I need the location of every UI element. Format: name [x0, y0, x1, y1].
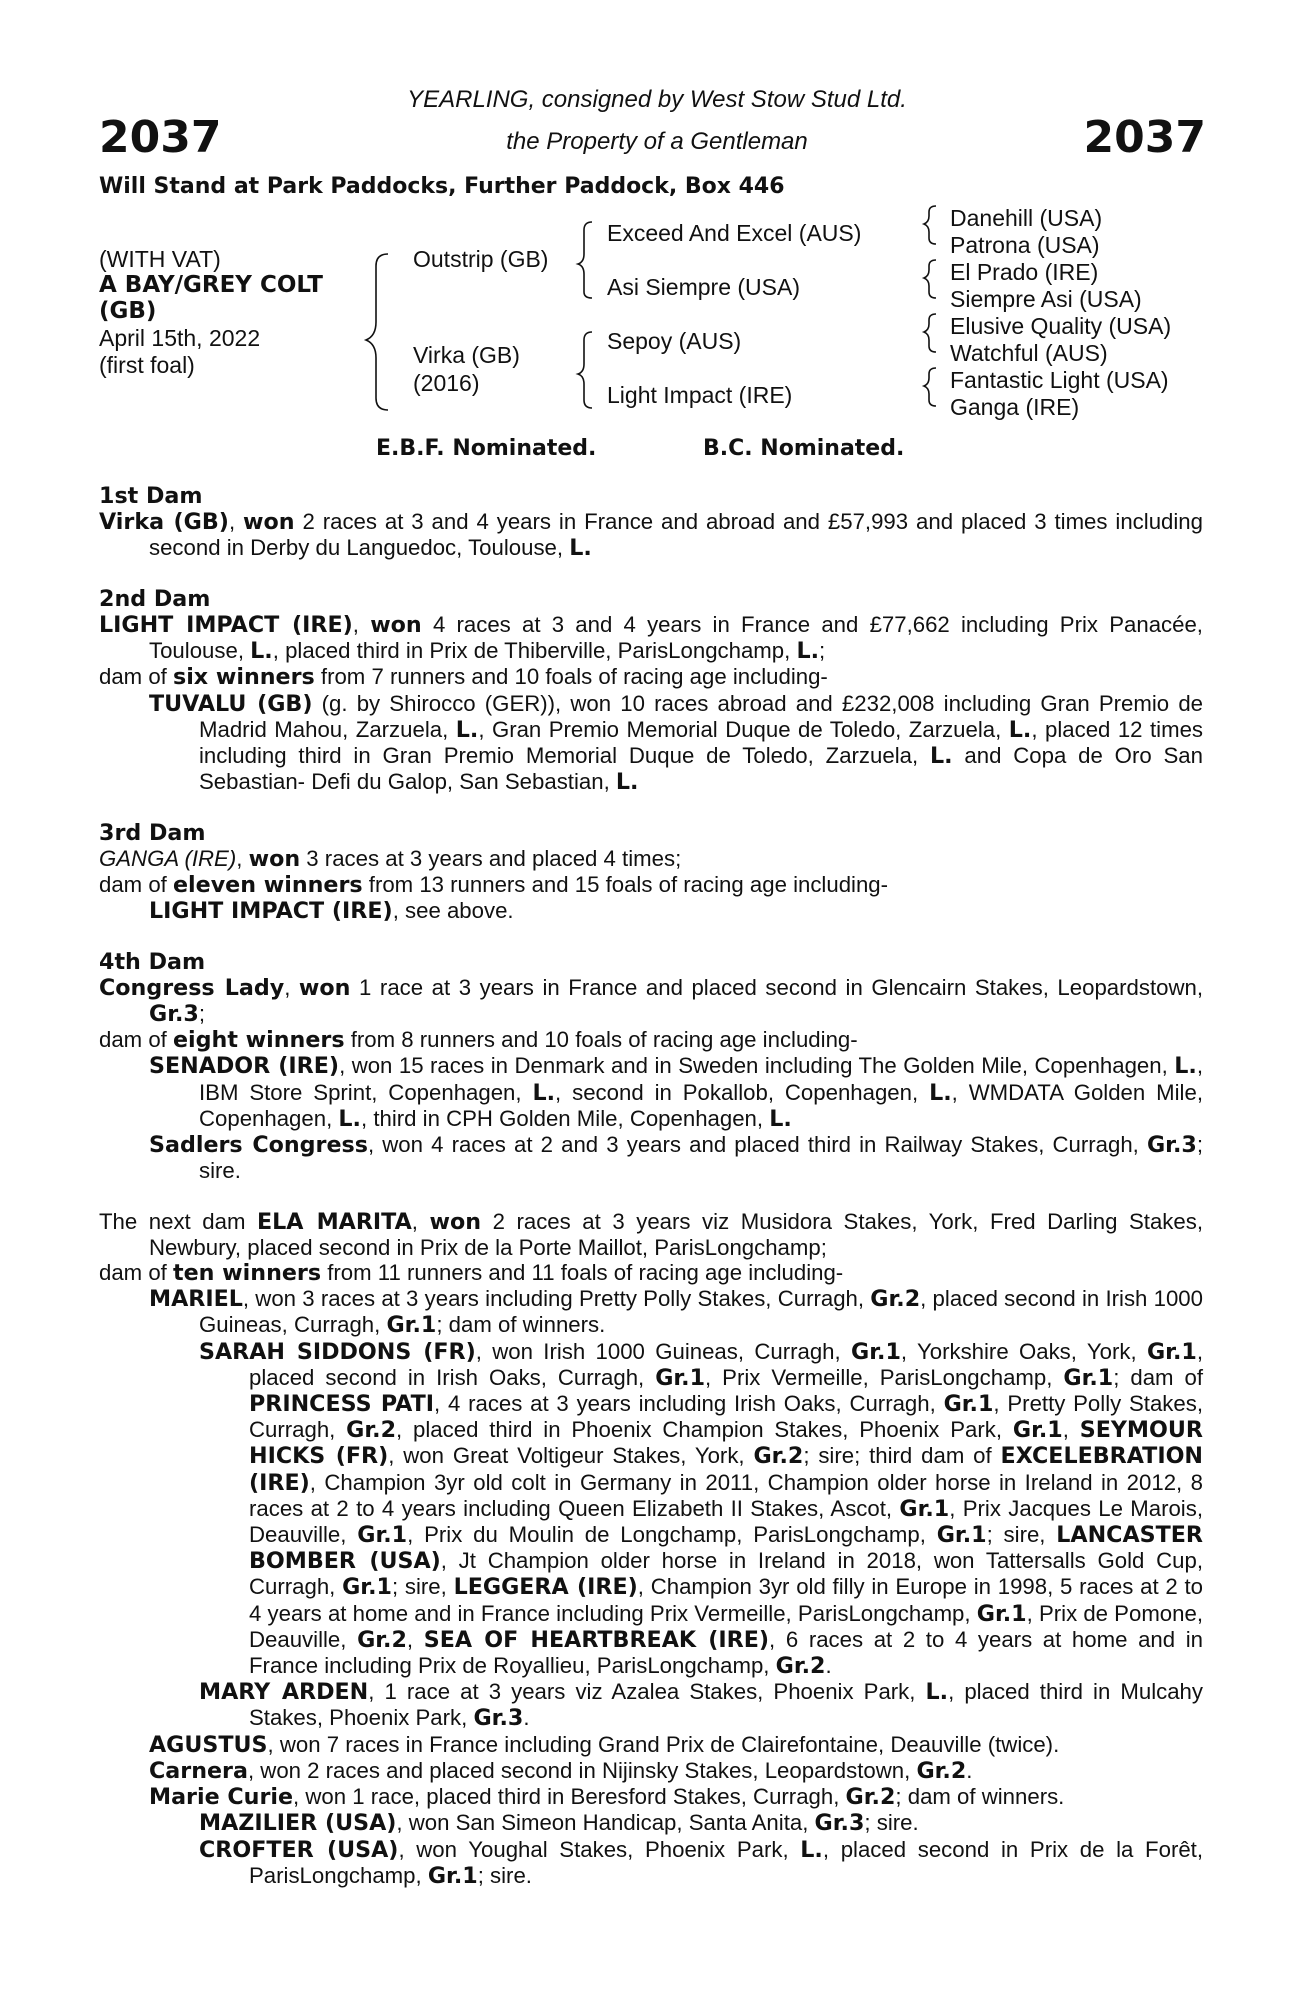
bold-run: MAZILIER (USA) [199, 1810, 397, 1837]
text-run: , placed second in Irish Oaks, Curragh, [249, 1338, 1203, 1390]
text-run: . [825, 1653, 832, 1679]
bc-nomination: B.C. Nominated. [703, 436, 905, 461]
section-paragraph [149, 1132, 1203, 1183]
bold-run: ten winners [173, 1260, 322, 1287]
bold-run: Gr.1 [342, 1574, 392, 1601]
dam-section [99, 821, 1203, 925]
section-paragraph [149, 898, 1203, 924]
text-run: ; dam of winners. [436, 1312, 606, 1338]
bold-run: Congress Lady [99, 974, 285, 1001]
lot-number-right: 2037 [1083, 112, 1206, 163]
bold-run: L. [929, 743, 953, 770]
section-heading: 1st Dam [99, 483, 203, 509]
bold-run: Gr.1 [357, 1522, 408, 1549]
bold-run: Gr.2 [346, 1417, 397, 1444]
bold-run: LIGHT IMPACT (IRE) [149, 898, 393, 925]
text-run: , [1062, 1417, 1080, 1443]
bold-run: eight winners [173, 1027, 345, 1054]
bold-run: Sadlers Congress [149, 1132, 368, 1159]
bold-run: LIGHT IMPACT (IRE) [99, 612, 353, 638]
bold-run: MARY ARDEN [199, 1679, 369, 1706]
pedigree-braces [0, 0, 1314, 430]
text-run: , placed 12 times including third in Gran Premio Memorial Duque de Toledo, Zarzuela, [199, 716, 1204, 769]
text-run: ; sire, [391, 1574, 454, 1600]
bold-run: ELA MARITA [257, 1208, 412, 1235]
pedigree-gen3-3: El Prado (IRE) [950, 259, 1099, 285]
section-paragraph [149, 1053, 1203, 1132]
section-paragraph [99, 1260, 1203, 1286]
text-run: , placed third in Prix de Thiberville, ParisLongchamp, [272, 638, 797, 664]
bold-run: EXCELEBRATION (IRE) [249, 1443, 1204, 1496]
brace-g3-2 [924, 260, 936, 298]
text-run: , Gran Premio Memorial Duque de Toledo, Zarzuela, [478, 716, 1009, 742]
text-run: ; sire. [864, 1810, 919, 1836]
section-paragraph [149, 691, 1203, 796]
text-run: , won Youghal Stakes, Phoenix Park, [398, 1836, 801, 1862]
text-run: , Prix du Moulin de Longchamp, ParisLongchamp, [407, 1522, 937, 1548]
text-run: , Prix Vermeille, ParisLongchamp, [705, 1364, 1064, 1390]
bold-run: L. [1008, 716, 1032, 743]
text-run: , 6 races at 2 to 4 years at home and in France including Prix de Royallieu, ParisLongchamp, [249, 1626, 1203, 1679]
text-run: , won 7 races in France including Grand Prix de Clairefontaine, Deauville (twice). [267, 1731, 1060, 1757]
text-run: from 11 runners and 11 foals of racing age including- [321, 1260, 844, 1286]
bold-run: Gr.1 [1063, 1364, 1114, 1391]
bold-run: TUVALU (GB) [149, 690, 313, 717]
brace-gen1 [366, 254, 388, 410]
brace-sire [578, 222, 592, 298]
pedigree-dam-dam: Light Impact (IRE) [607, 382, 793, 408]
bold-run: Gr.2 [357, 1626, 407, 1653]
dam-section [99, 484, 1203, 562]
bold-run: L. [569, 535, 592, 562]
text-run: , won 3 races at 3 years including Pretty Polly Stakes, Curragh, [242, 1286, 871, 1312]
pedigree-dam: Virka (GB) [413, 342, 520, 368]
text-run: , see above. [392, 898, 514, 924]
bold-run: Gr.2 [775, 1653, 826, 1680]
text-run: ; sire. [199, 1132, 1203, 1184]
text-run: from 13 runners and 15 foals of racing age including- [362, 872, 889, 898]
pedigree-dam-sire: Sepoy (AUS) [607, 328, 742, 354]
vat-note: (WITH VAT) [99, 246, 221, 272]
text-run: , won Irish 1000 Guineas, Curragh, [475, 1338, 852, 1364]
bold-run: Gr.1 [936, 1522, 987, 1549]
text-run: 3 races at 3 years and placed 4 times; [300, 845, 682, 871]
pedigree-dam-year: (2016) [413, 370, 480, 396]
bold-run: Gr.1 [655, 1364, 706, 1391]
pedigree-sire: Outstrip (GB) [413, 246, 549, 272]
pedigree-gen3-6: Watchful (AUS) [950, 340, 1108, 366]
text-run: . [523, 1705, 530, 1731]
bold-run: Gr.1 [976, 1600, 1027, 1627]
bold-run: L. [615, 769, 639, 796]
pedigree-gen3-8: Ganga (IRE) [950, 394, 1080, 420]
bold-run: Marie Curie [149, 1784, 294, 1811]
bold-run: L. [532, 1079, 556, 1106]
brace-g3-4 [924, 368, 936, 406]
ebf-nomination: E.B.F. Nominated. [376, 436, 597, 461]
pedigree-gen3-2: Patrona (USA) [950, 232, 1100, 258]
dam-section [99, 950, 1203, 1184]
text-run: , placed second in Prix de la Forêt, ParisLongchamp, [249, 1836, 1204, 1888]
text-run: , [236, 845, 249, 871]
bold-run: PRINCESS PATI [249, 1391, 434, 1418]
bold-run: Gr.3 [473, 1705, 524, 1732]
bold-run: SEA OF HEARTBREAK (IRE) [423, 1626, 770, 1653]
bold-run: Gr.2 [870, 1286, 921, 1313]
italic-run: GANGA (IRE) [99, 845, 237, 871]
bold-run: won [243, 509, 295, 536]
bold-run: Gr.1 [1146, 1338, 1197, 1365]
text-run: 4 races at 3 and 4 years in France and £77,662 including Prix Panacée, Toulouse, [149, 612, 1203, 664]
text-run: , [352, 612, 371, 637]
bold-run: L. [1174, 1053, 1197, 1080]
text-run: , Jt Champion older horse in Ireland in 2018, won Tattersalls Gold Cup, Curragh, [249, 1548, 1203, 1600]
text-run: , Champion 3yr old filly in Europe in 1998, 5 races at 2 to 4 years at home and in France including Prix Vermeille, ParisLongchamp, [249, 1574, 1203, 1626]
bold-run: Gr.1 [851, 1338, 901, 1365]
bold-run: L. [796, 638, 820, 665]
text-run: , [228, 509, 244, 535]
section-paragraph [199, 1679, 1203, 1731]
text-run: 2 races at 3 years viz Musidora Stakes, York, Fred Darling Stakes, Newbury, placed second in Prix de la Porte Maillot, ParisLongchamp; [149, 1208, 1203, 1260]
bold-run: eleven winners [173, 872, 363, 899]
bold-run: Gr.3 [1146, 1132, 1197, 1159]
section-paragraph [99, 1209, 1203, 1260]
bold-run: Gr.1 [427, 1862, 478, 1889]
text-run: , Yorkshire Oaks, York, [900, 1338, 1147, 1364]
dam-section [99, 587, 1203, 796]
pedigree-gen3-5: Elusive Quality (USA) [950, 313, 1172, 339]
bold-run: six winners [173, 664, 315, 691]
text-run: , Champion 3yr old colt in Germany in 2011, Champion older horse in Ireland in 2012, 8 races at 2 to 4 years including Queen Elizabeth II Stakes, Ascot, [249, 1469, 1203, 1521]
bold-run: won [298, 974, 351, 1001]
section-paragraph [199, 1810, 1203, 1836]
text-run: , Pretty Polly Stakes, Curragh, [249, 1391, 1203, 1443]
section-heading: 2nd Dam [99, 585, 211, 612]
bold-run: L. [929, 1079, 952, 1106]
text-run: and Copa de Oro San Sebastian- Defi du Galop, San Sebastian, [199, 743, 1203, 795]
foal-note: (first foal) [99, 352, 195, 378]
bold-run: L. [800, 1836, 823, 1863]
text-run: from 8 runners and 10 foals of racing age including- [344, 1027, 858, 1053]
text-run: , placed third in Mulcahy Stakes, Phoenix Park, [249, 1679, 1203, 1731]
bold-run: SEYMOUR HICKS (FR) [249, 1417, 1203, 1470]
text-run: 1 race at 3 years in France and placed second in Glencairn Stakes, Leopardstown, [350, 974, 1203, 1000]
text-run: dam of [99, 1027, 173, 1053]
text-run: , 4 races at 3 years including Irish Oaks, Curragh, [434, 1391, 944, 1417]
text-run: . [966, 1757, 973, 1783]
text-run: , placed second in Irish 1000 Guineas, Curragh, [199, 1286, 1203, 1338]
bold-run: SARAH SIDDONS (FR) [199, 1338, 476, 1365]
pedigree-sire-sire: Exceed And Excel (AUS) [607, 220, 862, 246]
text-run: , won 2 races and placed second in Nijinsky Stakes, Leopardstown, [247, 1757, 917, 1783]
brace-g3-1 [924, 206, 936, 244]
bold-run: L. [769, 1105, 792, 1132]
text-run: , second in Pokallob, Copenhagen, [555, 1079, 930, 1105]
text-run: dam of [99, 1260, 173, 1286]
text-run: , [411, 1208, 430, 1234]
text-run: , won San Simeon Handicap, Santa Anita, [396, 1810, 815, 1836]
bold-run: Virka (GB) [99, 509, 229, 536]
section-paragraph [149, 1732, 1203, 1758]
text-run: , [284, 974, 299, 1000]
text-run: , won 4 races at 2 and 3 years and placed third in Railway Stakes, Curragh, [367, 1132, 1147, 1158]
text-run: The next dam [99, 1208, 257, 1234]
section-paragraph [99, 872, 1203, 898]
bold-run: SENADOR (IRE) [149, 1053, 340, 1080]
bold-run: Gr.2 [753, 1443, 804, 1470]
bold-run: won [370, 612, 422, 638]
bold-run: L. [338, 1105, 361, 1132]
text-run: , IBM Store Sprint, Copenhagen, [199, 1053, 1203, 1105]
section-paragraph [199, 1837, 1203, 1889]
bold-run: CROFTER (USA) [199, 1836, 399, 1863]
foaling-date: April 15th, 2022 [99, 325, 261, 351]
lot-description: A BAY/GREY COLT [99, 272, 323, 298]
bold-run: MARIEL [149, 1286, 243, 1313]
text-run: ; [198, 1001, 206, 1027]
text-run: dam of [99, 664, 173, 690]
brace-g3-3 [924, 314, 936, 352]
text-run: , third in CPH Golden Mile, Copenhagen, [361, 1105, 770, 1131]
text-run: , [406, 1626, 424, 1652]
property-line: the Property of a Gentleman [506, 128, 808, 155]
pedigree-gen3-1: Danehill (USA) [950, 205, 1103, 231]
dam-section [99, 1209, 1203, 1889]
text-run: ; [819, 638, 826, 664]
text-run: 2 races at 3 and 4 years in France and abroad and £57,993 and placed 3 times including second in Derby du Languedoc, Toulouse, [149, 509, 1203, 561]
section-paragraph [99, 1027, 1203, 1053]
bold-run: won [429, 1208, 482, 1235]
section-paragraph [149, 1286, 1203, 1338]
section-paragraph [99, 509, 1203, 561]
text-run: dam of [99, 872, 173, 898]
section-paragraph [99, 612, 1203, 664]
bold-run: won [248, 845, 301, 872]
pedigree-gen3-7: Fantastic Light (USA) [950, 367, 1169, 393]
text-run: , 1 race at 3 years viz Azalea Stakes, Phoenix Park, [368, 1679, 926, 1705]
text-run: , won 1 race, placed third in Beresford Stakes, Curragh, [293, 1784, 846, 1810]
text-run: ; dam of [1113, 1364, 1203, 1390]
bold-run: Gr.1 [1012, 1417, 1063, 1444]
text-run: , won 15 races in Denmark and in Sweden including The Golden Mile, Copenhagen, [339, 1053, 1175, 1079]
bold-run: Gr.1 [386, 1312, 437, 1339]
section-heading: 3rd Dam [99, 819, 206, 846]
bold-run: AGUSTUS [149, 1731, 268, 1758]
section-paragraph [99, 664, 1203, 690]
bold-run: L. [250, 638, 273, 665]
dam-sections [99, 484, 1203, 1889]
text-run: (g. by Shirocco (GER)), won 10 races abroad and £232,008 including Gran Premio de Madrid Mahou, Zarzuela, [199, 690, 1203, 742]
brace-dam [578, 332, 592, 408]
bold-run: Gr.1 [899, 1495, 950, 1522]
bold-run: Gr.2 [916, 1757, 967, 1784]
section-paragraph [99, 975, 1203, 1027]
text-run: ; dam of winners. [895, 1784, 1065, 1810]
bold-run: LANCASTER BOMBER (USA) [249, 1522, 1203, 1575]
bold-run: L. [925, 1679, 949, 1706]
section-paragraph [199, 1339, 1203, 1680]
stand-location: Will Stand at Park Paddocks, Further Paddock, Box 446 [99, 174, 785, 199]
text-run: ; sire; third dam of [803, 1443, 1001, 1469]
bold-run: LEGGERA (IRE) [453, 1574, 638, 1601]
bold-run: Gr.3 [814, 1810, 865, 1837]
text-run: , placed third in Phoenix Champion Stakes, Phoenix Park, [396, 1417, 1013, 1443]
text-run: , won Great Voltigeur Stakes, York, [388, 1443, 754, 1469]
section-heading: 4th Dam [99, 948, 206, 975]
section-paragraph [149, 1758, 1203, 1784]
pedigree-sire-dam: Asi Siempre (USA) [607, 274, 800, 300]
lot-description-origin: (GB) [99, 298, 157, 324]
text-run: , Prix de Pomone, Deauville, [249, 1600, 1203, 1652]
text-run: , Prix Jacques Le Marois, Deauville, [249, 1495, 1203, 1548]
consignor-line: YEARLING, consigned by West Stow Stud Ltd. [407, 86, 907, 113]
bold-run: Gr.3 [149, 1001, 199, 1028]
text-run: ; sire. [477, 1862, 532, 1888]
text-run: ; sire, [986, 1522, 1057, 1548]
lot-number-left: 2037 [99, 112, 222, 163]
section-paragraph [99, 846, 1203, 872]
pedigree-gen3-4: Siempre Asi (USA) [950, 286, 1142, 312]
section-paragraph [149, 1784, 1203, 1810]
bold-run: Carnera [149, 1757, 248, 1784]
text-run: from 7 runners and 10 foals of racing age including- [314, 664, 828, 690]
bold-run: L. [455, 716, 479, 743]
bold-run: Gr.1 [943, 1391, 994, 1418]
bold-run: Gr.2 [845, 1784, 896, 1811]
text-run: , WMDATA Golden Mile, Copenhagen, [199, 1079, 1203, 1131]
